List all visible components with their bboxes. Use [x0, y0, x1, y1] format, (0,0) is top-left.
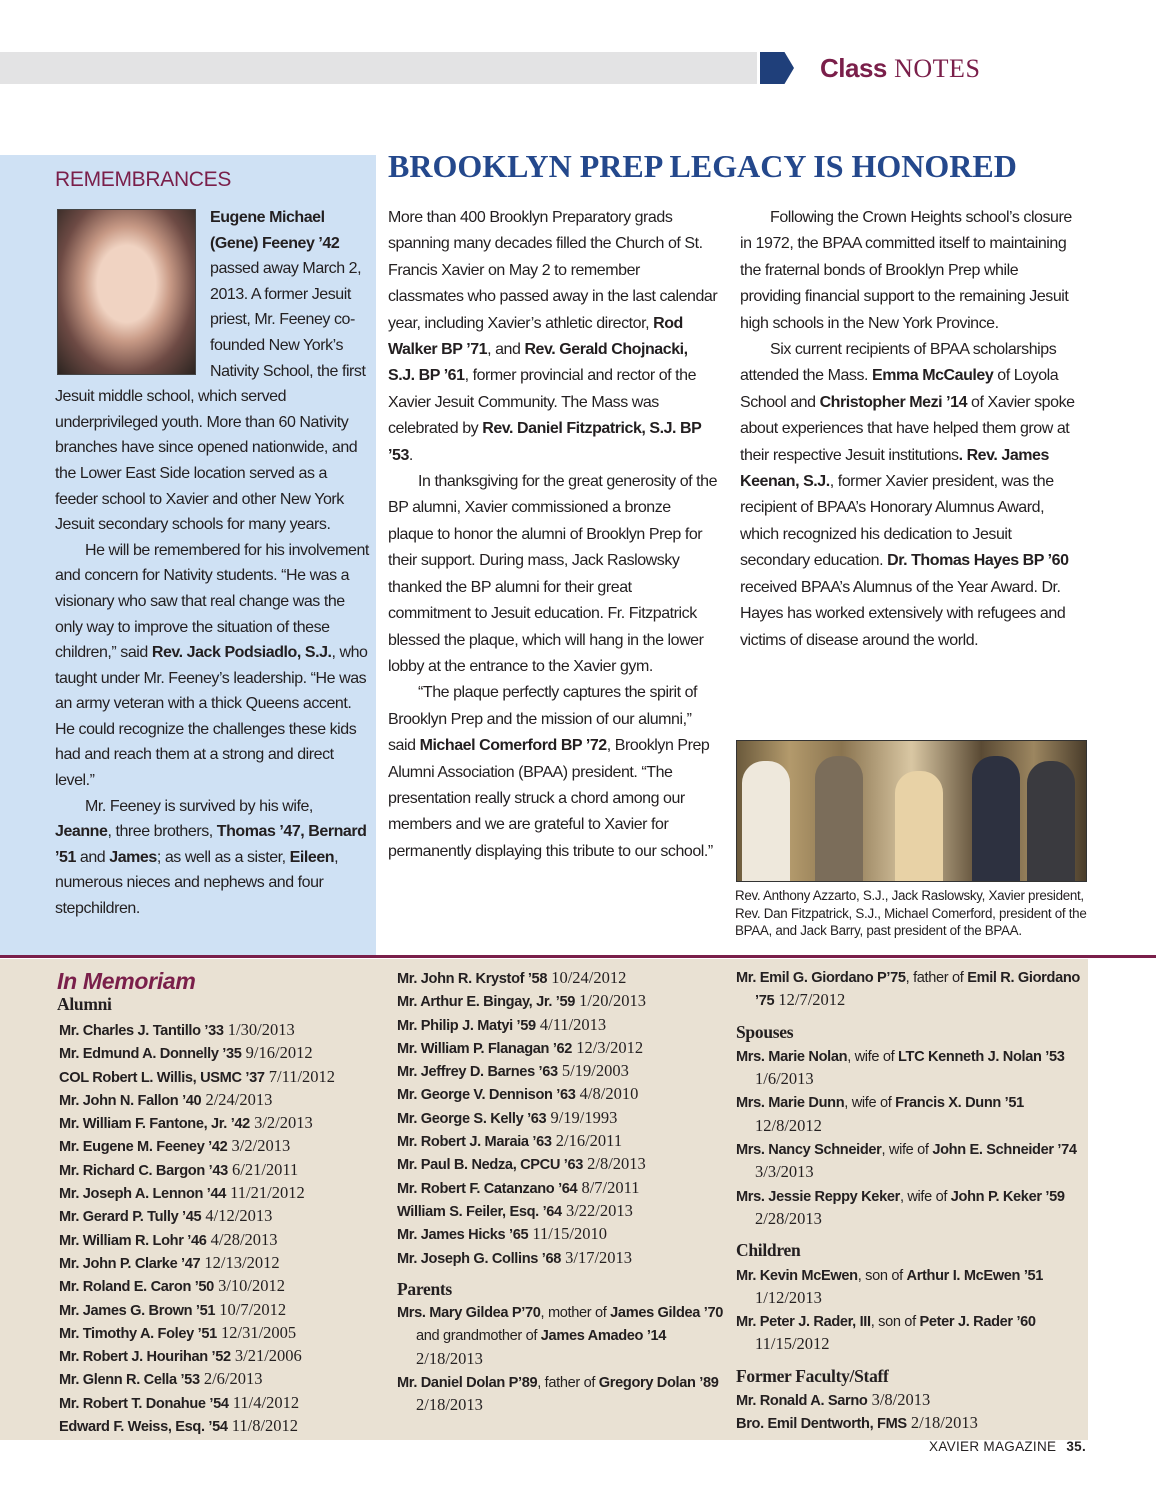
bold-text: Dr. Thomas Hayes BP ’60 — [887, 552, 1069, 570]
date: 10/24/2012 — [547, 968, 627, 987]
date: 8/7/2011 — [577, 1177, 640, 1197]
bold-text: Mr. Roland E. Caron ’50 — [59, 1279, 214, 1296]
memoriam-entry — [59, 1229, 389, 1252]
text: , wife of — [899, 1188, 951, 1205]
memoriam-entry — [59, 1135, 389, 1158]
date: 2/18/2013 — [416, 1395, 483, 1415]
date: 11/15/2010 — [528, 1224, 607, 1244]
date: 2/18/2013 — [416, 1348, 483, 1368]
figure — [815, 756, 863, 881]
bold-text: Emma McCauley — [871, 367, 994, 385]
figure — [972, 756, 1020, 881]
text: of Xavier spoke about experiences that have helped them grow at their respective Jesuit institutions — [740, 393, 1075, 464]
bold-text: Mrs. Jessie Reppy Keker — [736, 1188, 900, 1205]
bold-text: Mr. John N. Fallon ’40 — [59, 1092, 202, 1109]
date: 3/10/2012 — [213, 1276, 285, 1296]
faculty-list — [736, 1389, 1081, 1436]
date: 3/17/2013 — [561, 1247, 633, 1267]
bold-text: Mr. Robert F. Catanzano ’64 — [397, 1180, 578, 1197]
memoriam-entry — [397, 1153, 727, 1176]
bold-text: Mr. Kevin McEwen — [736, 1267, 858, 1284]
memoriam-entry — [59, 1275, 389, 1298]
section-tag-rest: NOTES — [894, 54, 981, 83]
memoriam-entry — [59, 1205, 389, 1228]
date: 1/6/2013 — [755, 1069, 814, 1089]
bold-text: James — [109, 848, 157, 866]
date: 9/19/1993 — [546, 1107, 618, 1127]
bold-text: Rev. Daniel Fitzpatrick, S.J. BP ’53 — [388, 420, 702, 464]
date: 11/15/2012 — [755, 1334, 830, 1354]
memoriam-entry — [736, 1138, 1081, 1185]
date: 2/18/2013 — [906, 1413, 978, 1433]
date: 4/28/2013 — [206, 1229, 278, 1249]
bold-text: Mr. James G. Brown ’51 — [59, 1302, 216, 1319]
memoriam-title: In Memoriam — [57, 968, 196, 994]
text: In thanksgiving for the great generosity of the BP alumni, Xavier commissioned a bronze plaque to honor the alumni of Brooklyn Prep for their support. During mass, Jack Raslowsky thanked the BP alumni for their great commitment to Jesuit education. Fr. Fitzpatrick blessed the plaque, which will hang in the lower lobby at the entrance to the Xavier gym. — [388, 473, 718, 675]
bold-text: Michael Comerford BP ’72 — [419, 737, 607, 755]
bold-text: Mr. Robert T. Donahue ’54 — [59, 1395, 229, 1412]
text: , Brooklyn Prep Alumni Association (BPAA) president. “The presentation really struck a chord among our members and we are grateful to Xavier for permanently displaying this tribute to our school.” — [388, 737, 713, 860]
memoriam-entry — [397, 990, 727, 1013]
memoriam-entry — [59, 1415, 389, 1438]
date: 11/8/2012 — [227, 1416, 299, 1436]
bold-text: Mr. Paul B. Nedza, CPCU ’63 — [397, 1157, 583, 1174]
page-number: 35. — [1066, 1439, 1086, 1454]
bold-text: Thomas ’47, Bernard ’51 — [55, 823, 367, 866]
remembrances-body — [55, 205, 370, 922]
text: “The plaque perfectly captures the spirit of Brooklyn Prep and the mission of our alumni,” said — [388, 684, 698, 755]
memoriam-column-3 — [736, 967, 1081, 1436]
memoriam-entry — [59, 1019, 389, 1042]
text: Mr. Feeney is survived by his wife, — [85, 797, 313, 815]
bold-text: Rev. Gerald Chojnacki, S.J. BP ’61 — [388, 341, 688, 385]
memoriam-entry — [397, 1107, 727, 1130]
bold-text: LTC Kenneth J. Nolan ’53 — [898, 1048, 1065, 1065]
date: 12/31/2005 — [216, 1322, 297, 1342]
date: 4/12/2013 — [201, 1206, 273, 1226]
text: , wife of — [847, 1048, 899, 1065]
date: 2/8/2013 — [583, 1154, 646, 1174]
memoriam-entry — [397, 1083, 727, 1106]
date: 4/11/2013 — [535, 1014, 607, 1034]
figure — [1027, 761, 1075, 881]
paragraph — [388, 469, 718, 680]
memoriam-entry — [736, 1045, 1081, 1092]
figure — [895, 771, 943, 881]
bold-text: Christopher Mezi ’14 — [819, 393, 968, 411]
bold-text: Jeanne — [55, 823, 108, 841]
spouses-list — [736, 1045, 1081, 1231]
bold-text: Mr. Richard C. Bargon ’43 — [59, 1162, 228, 1179]
figure — [742, 761, 790, 881]
date: 12/3/2012 — [572, 1037, 644, 1057]
memoriam-entry — [397, 1302, 727, 1371]
article-column-2 — [740, 205, 1080, 654]
date: 3/8/2013 — [867, 1390, 931, 1410]
date: 6/21/2011 — [227, 1159, 299, 1179]
text: received BPAA’s Alumnus of the Year Award. Dr. Hayes has worked extensively with refugees and victims of disease around the world. — [740, 578, 1066, 649]
text: Six current recipients of BPAA scholarships attended the Mass. — [740, 341, 1057, 385]
portrait-photo — [57, 209, 196, 375]
date: 3/22/2013 — [561, 1200, 633, 1220]
text: , mother of — [540, 1305, 611, 1322]
text: , former Xavier president, was the recipient of BPAA’s Honorary Alumnus Award, which recognized his dedication to Jesuit secondary education. — [740, 473, 1054, 570]
memoriam-entry — [59, 1252, 389, 1275]
text: , father of — [537, 1375, 599, 1392]
bold-text: Mr. Robert J. Maraia ’63 — [397, 1134, 552, 1151]
memoriam-entry — [59, 1182, 389, 1205]
memoriam-entry — [736, 1389, 1081, 1412]
bold-text: Gregory Dolan ’89 — [598, 1375, 719, 1392]
memoriam-entry — [397, 1177, 727, 1200]
date: 10/7/2012 — [215, 1299, 287, 1319]
date: 2/6/2013 — [199, 1369, 263, 1389]
text: More than 400 Brooklyn Preparatory grads spanning many decades filled the Church of St. Francis Xavier on May 2 to remember classmates who passed away in the last calendar year, including Xavier’s athletic director, — [388, 209, 718, 332]
bold-text: Mr. John P. Clarke ’47 — [59, 1255, 201, 1272]
bold-text: John E. Schneider ’74 — [932, 1142, 1077, 1159]
date: 4/8/2010 — [575, 1084, 639, 1104]
text: , father of — [905, 970, 968, 986]
memoriam-entry — [397, 967, 727, 990]
bold-text: Mr. William R. Lohr ’46 — [59, 1232, 207, 1249]
date: 11/4/2012 — [228, 1392, 300, 1412]
bold-text: Arthur I. McEwen ’51 — [906, 1267, 1044, 1284]
bold-text: Mrs. Marie Nolan — [736, 1048, 848, 1065]
bold-text: Rod Walker BP ’71 — [388, 314, 683, 359]
date: 3/2/2013 — [227, 1136, 291, 1156]
text: , three brothers, — [107, 823, 217, 841]
memoriam-entry — [59, 1159, 389, 1182]
children-list — [736, 1264, 1081, 1357]
article-column-1 — [388, 205, 718, 865]
memoriam-entry — [59, 1089, 389, 1112]
bold-text: Mr. Glenn R. Cella ’53 — [59, 1372, 200, 1389]
date: 12/8/2012 — [755, 1115, 822, 1135]
bold-text: Mr. Timothy A. Foley ’51 — [59, 1325, 217, 1342]
alumni-list-1 — [59, 1019, 389, 1438]
memoriam-entry — [397, 1130, 727, 1153]
memoriam-entry — [59, 1392, 389, 1415]
photo-caption: Rev. Anthony Azzarto, S.J., Jack Raslowsky, Xavier president, Rev. Dan Fitzpatrick, S.J., Michael Comerford, president of the BPAA, and Jack Barry, past president of the BPAA. — [735, 888, 1087, 938]
faculty-heading: Former Faculty/Staff — [736, 1365, 889, 1386]
text: and grandmother of — [416, 1328, 541, 1345]
memoriam-entry — [736, 1310, 1081, 1357]
memoriam-entry — [59, 1299, 389, 1322]
date: 2/24/2013 — [201, 1089, 273, 1109]
parents-list — [397, 1302, 727, 1417]
bold-text: Mr. George V. Dennison ’63 — [397, 1087, 576, 1104]
date: 9/16/2012 — [241, 1043, 313, 1063]
text: ; as well as a sister, — [156, 848, 290, 866]
page-footer — [929, 1439, 1086, 1454]
memoriam-entry — [397, 1247, 727, 1270]
bold-text: Rev. Jack Podsiadlo, S.J. — [151, 644, 332, 662]
parents-list-continued — [736, 967, 1081, 1013]
date: 2/28/2013 — [755, 1208, 822, 1228]
memoriam-entry — [736, 1264, 1081, 1311]
bold-text: Mr. Joseph G. Collins ’68 — [397, 1250, 561, 1267]
remembrances-heading: REMEMBRANCES — [55, 168, 232, 191]
date: 3/2/2013 — [249, 1113, 313, 1133]
bold-text: Mr. Charles J. Tantillo ’33 — [59, 1023, 224, 1039]
memoriam-entry — [397, 1371, 727, 1418]
text: , and — [487, 341, 525, 359]
bold-text: Mr. William P. Flanagan ’62 — [397, 1040, 573, 1057]
bold-text: James Amadeo ’14 — [540, 1328, 667, 1345]
text: of Loyola School and — [740, 367, 1059, 411]
bold-text: Mr. Emil G. Giordano P’75 — [736, 970, 906, 986]
date: 7/11/2012 — [264, 1066, 336, 1086]
text: passed away March 2, 2013. A former Jesuit priest, Mr. Feeney co-founded New York’s Nativity School, the first Jesuit middle school, which served underprivileged youth. More than 60 Nativity branches have since opened nationwide, and the Lower East Side location served as a feeder school to Xavier and other New York Jesuit secondary schools for many years. — [55, 260, 366, 534]
paragraph — [740, 337, 1080, 654]
date: 3/3/2013 — [755, 1162, 814, 1182]
text: , former provincial and rector of the Xavier Jesuit Community. The Mass was celebrated by — [388, 367, 697, 438]
memoriam-entry — [397, 1014, 727, 1037]
date: 1/20/2013 — [575, 991, 647, 1011]
bold-text: . Rev. James Keenan, S.J. — [740, 446, 1049, 491]
bold-text: Mr. John R. Krystof ’58 — [397, 971, 548, 987]
bold-text: Edward F. Weiss, Esq. ’54 — [59, 1419, 228, 1436]
bold-text: Mr. Arthur E. Bingay, Jr. ’59 — [397, 994, 575, 1011]
bold-text: Mr. Joseph A. Lennon ’44 — [59, 1186, 227, 1203]
date: 3/21/2006 — [230, 1346, 302, 1366]
date: 11/21/2012 — [226, 1183, 305, 1203]
bold-text: Bro. Emil Dentworth, FMS — [736, 1416, 907, 1433]
group-photo — [736, 740, 1087, 882]
bold-text: John P. Keker ’59 — [950, 1188, 1065, 1205]
bold-text: Mr. Edmund A. Donnelly ’35 — [59, 1046, 242, 1063]
memoriam-entry — [736, 967, 1081, 1013]
bold-text: Mr. Ronald A. Sarno — [736, 1393, 868, 1410]
bold-text: Francis X. Dunn ’51 — [895, 1095, 1024, 1112]
bold-text: William S. Feiler, Esq. ’64 — [397, 1203, 562, 1220]
memoriam-entry — [59, 1066, 389, 1089]
bold-text: Mr. George S. Kelly ’63 — [397, 1110, 547, 1127]
bold-text: James Gildea ’70 — [610, 1305, 724, 1322]
memoriam-entry — [736, 1185, 1081, 1232]
parents-heading: Parents — [397, 1278, 452, 1299]
bold-text: Mrs. Mary Gildea P’70 — [397, 1305, 541, 1322]
paragraph — [388, 680, 718, 865]
bold-text: Mrs. Marie Dunn — [736, 1095, 845, 1112]
memoriam-entry — [59, 1345, 389, 1368]
children-heading: Children — [736, 1240, 801, 1261]
bold-text: Mr. Peter J. Rader, III — [736, 1314, 871, 1331]
memoriam-entry — [59, 1368, 389, 1391]
text: , wife of — [844, 1095, 896, 1112]
bold-text: Emil R. Giordano ’75 — [755, 970, 1080, 1010]
memoriam-entry — [59, 1112, 389, 1135]
divider — [0, 955, 1156, 958]
bold-text: Mr. Philip J. Matyi ’59 — [397, 1017, 536, 1034]
date: 12/13/2012 — [200, 1252, 280, 1272]
text: , son of — [870, 1314, 920, 1331]
text: Following the Crown Heights school’s closure in 1972, the BPAA committed itself to maintaining the fraternal bonds of Brooklyn Prep while providing financial support to the remaining Jesuit high schools in the New York Province. — [740, 209, 1072, 332]
text: He will be remembered for his involvement and concern for Nativity students. “He was a visionary who saw that real change was the only way to improve the situation of these children,” said — [55, 541, 369, 662]
bold-text: Mr. Daniel Dolan P’89 — [397, 1375, 538, 1392]
date: 5/19/2003 — [557, 1061, 629, 1081]
memoriam-entry — [736, 1091, 1081, 1138]
bold-text: Eugene Michael (Gene) Feeney ’42 — [210, 209, 340, 252]
bold-text: Mr. James Hicks ’65 — [397, 1227, 529, 1244]
date: 12/7/2012 — [774, 990, 846, 1010]
section-tag-bold: Class — [820, 53, 887, 83]
text: , who taught under Mr. Feeney’s leadership. “He was an army veteran with a thick Queens accent. He could recognize the challenges these kids had and reach them at a strong and direct level.” — [55, 644, 368, 790]
spouses-heading: Spouses — [736, 1021, 794, 1042]
memoriam-entry — [397, 1037, 727, 1060]
date: 2/16/2011 — [551, 1131, 623, 1151]
bold-text: Mr. Robert J. Hourihan ’52 — [59, 1349, 231, 1366]
memoriam-entry — [397, 1200, 727, 1223]
text: , numerous nieces and nephews and four stepchildren. — [55, 848, 339, 918]
bold-text: Mr. Jeffrey D. Barnes ’63 — [397, 1064, 558, 1081]
article-title: BROOKLYN PREP LEGACY IS HONORED — [388, 148, 1017, 184]
text: , wife of — [881, 1142, 933, 1159]
date: 1/30/2013 — [223, 1020, 295, 1039]
paragraph — [388, 205, 718, 469]
alumni-list-2 — [397, 967, 727, 1270]
bold-text: COL Robert L. Willis, USMC ’37 — [59, 1069, 265, 1086]
memoriam-entry — [736, 1412, 1081, 1435]
paragraph — [55, 538, 370, 794]
paragraph — [740, 205, 1080, 337]
memoriam-column-2 — [397, 967, 727, 1418]
bold-text: Mr. Gerard P. Tully ’45 — [59, 1209, 202, 1226]
text: and — [75, 848, 110, 866]
alumni-heading: Alumni — [57, 994, 112, 1014]
bold-text: Mrs. Nancy Schneider — [736, 1142, 882, 1159]
magazine-name: XAVIER MAGAZINE — [929, 1439, 1057, 1454]
memoriam-entry — [397, 1060, 727, 1083]
memoriam-entry — [59, 1322, 389, 1345]
memoriam-entry — [397, 1223, 727, 1246]
section-tag — [820, 53, 980, 84]
text: . — [408, 446, 413, 464]
bold-text: Peter J. Rader ’60 — [919, 1314, 1036, 1331]
date: 1/12/2013 — [755, 1287, 822, 1307]
memoriam-entry — [59, 1042, 389, 1065]
bold-text: Mr. Eugene M. Feeney ’42 — [59, 1139, 228, 1156]
paragraph — [55, 794, 370, 922]
text: , son of — [857, 1267, 907, 1284]
bold-text: Mr. William F. Fantone, Jr. ’42 — [59, 1116, 250, 1133]
bold-text: Eileen — [289, 848, 335, 866]
